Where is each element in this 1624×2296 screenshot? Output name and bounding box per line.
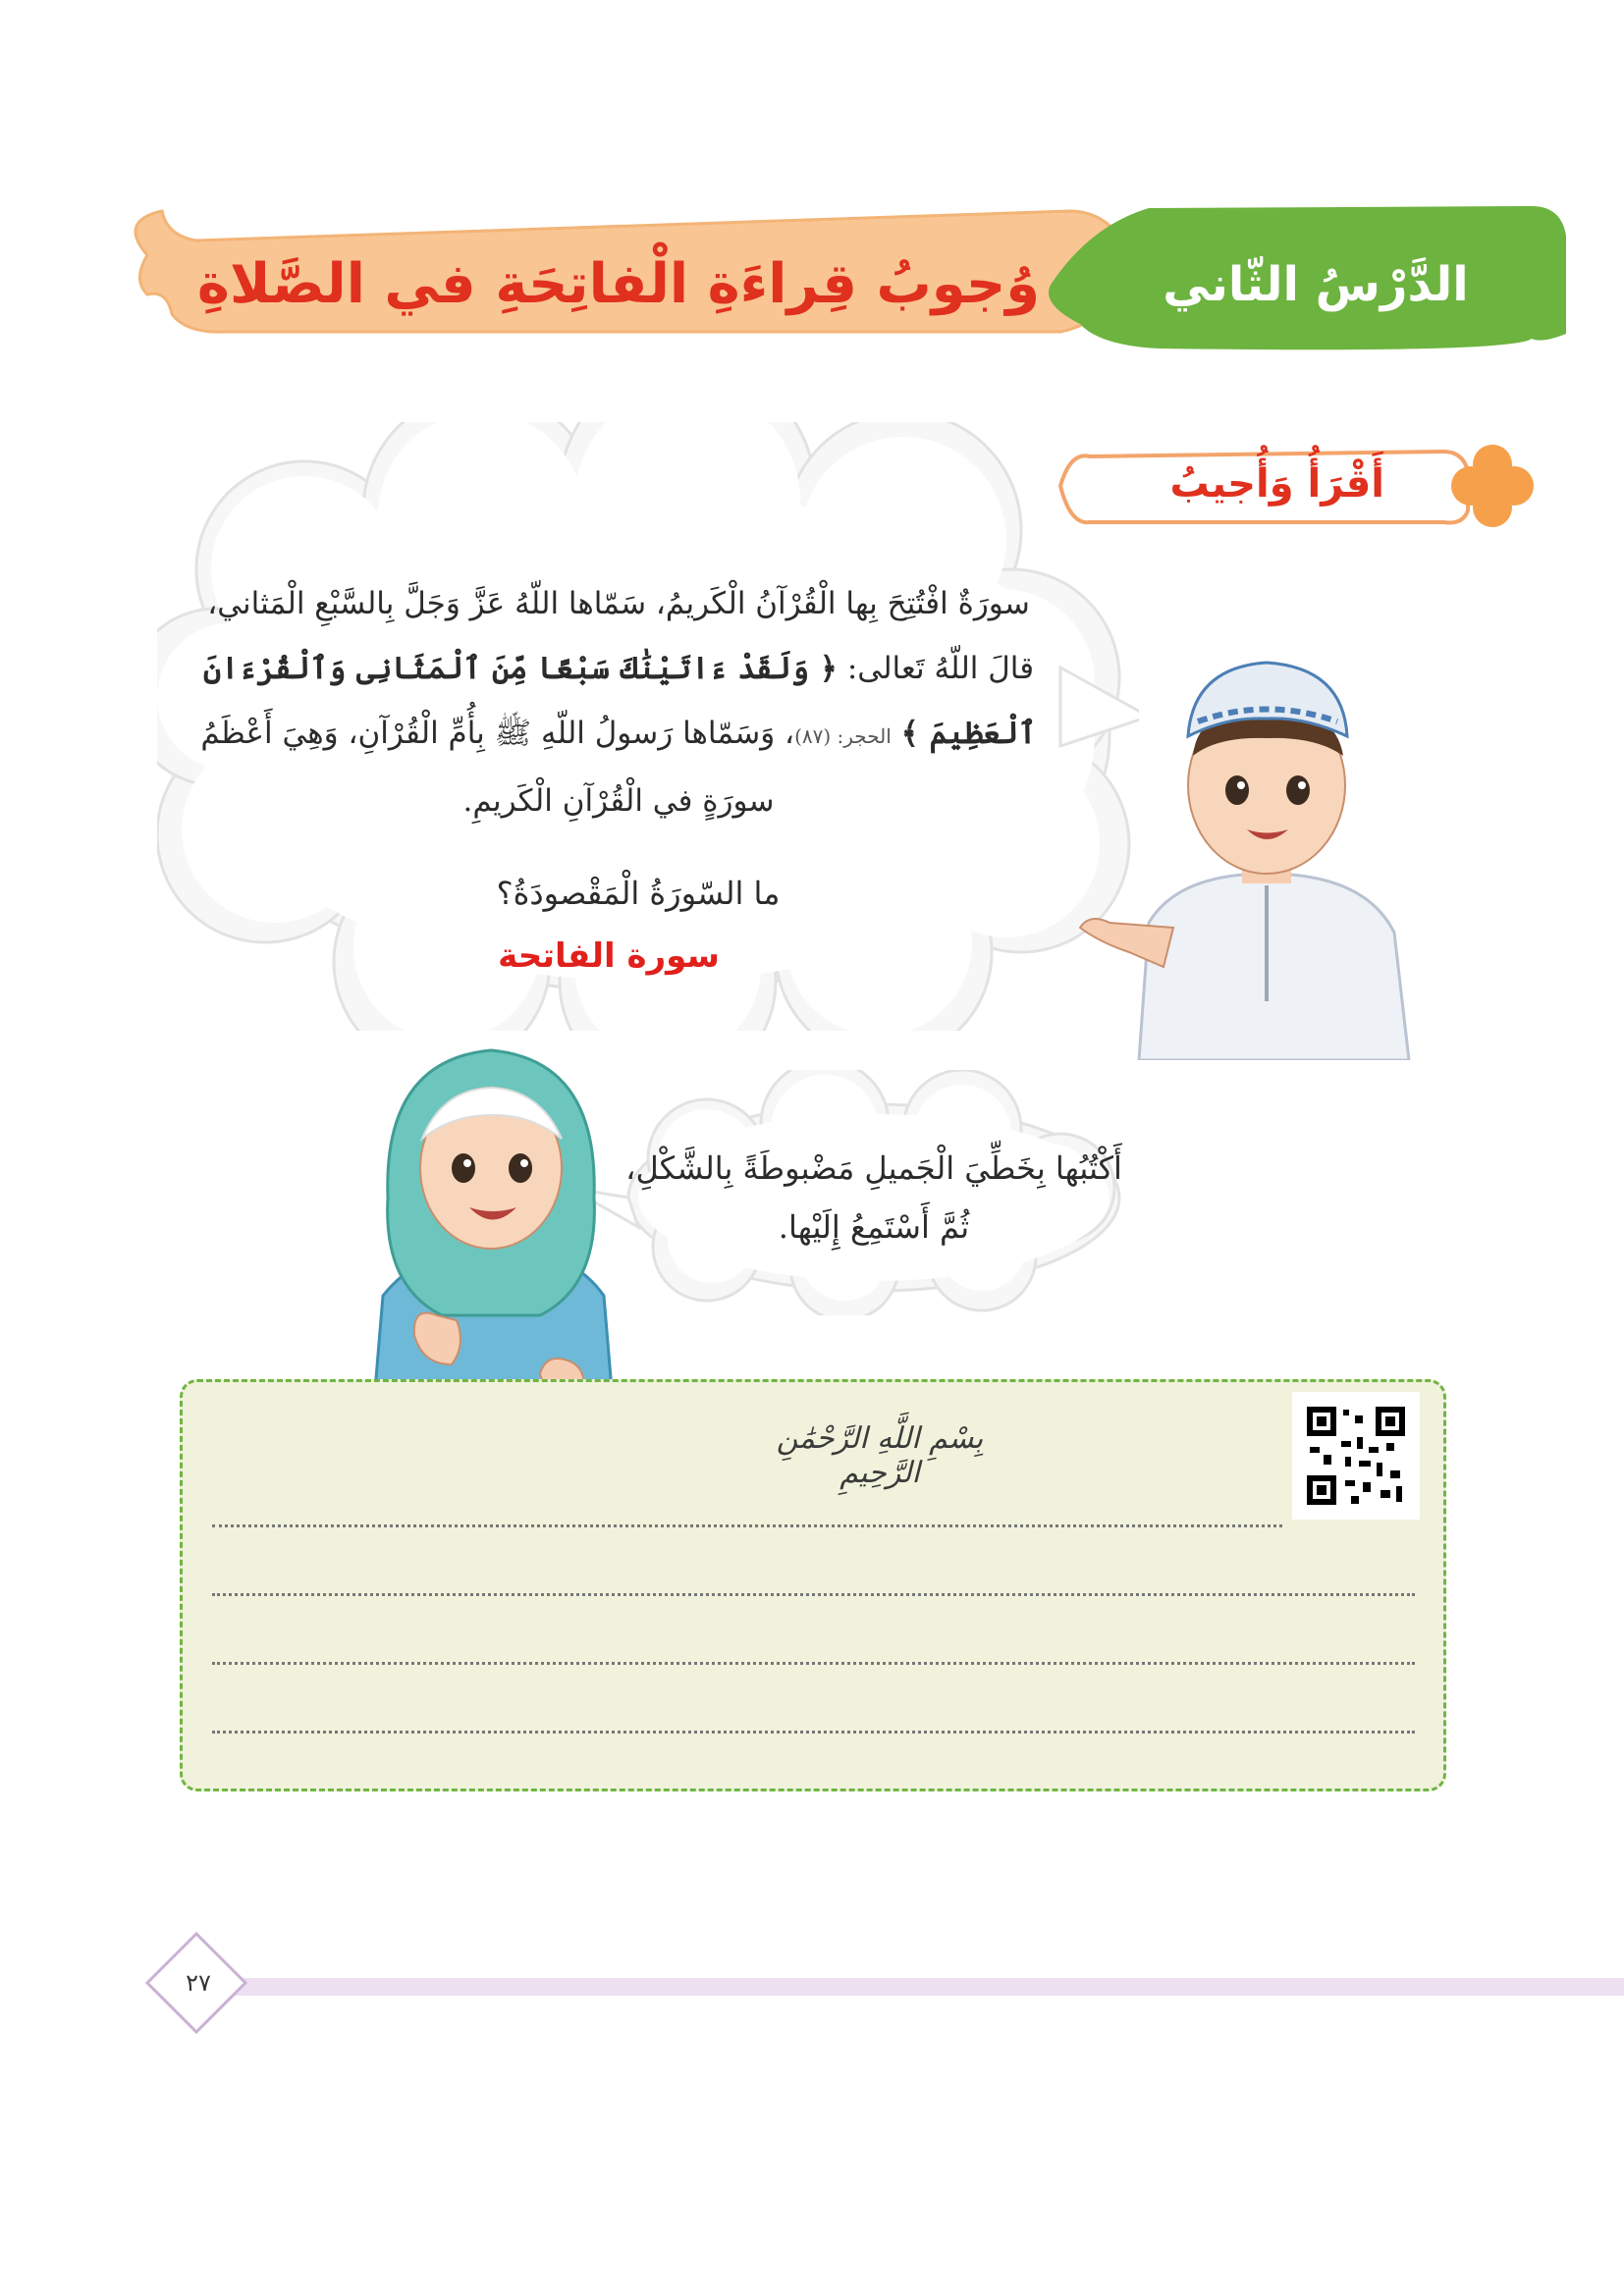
writing-line[interactable] <box>212 1731 1415 1734</box>
passage-conclusion: ، وَسَمّاها رَسولُ اللّهِ ﷺ بِأُمِّ الْقُرْآنِ، وَهِيَ أَعْظَمُ سورَةٍ في الْقُرْآنِ الْكَريمِ. <box>200 716 795 819</box>
writing-line[interactable] <box>212 1524 1282 1527</box>
boy-illustration <box>1070 628 1463 1060</box>
girl-illustration <box>344 1021 638 1414</box>
lesson-title: وُجوبُ قِراءَةِ الْفاتِحَةِ في الصَّلاةِ <box>196 252 1041 316</box>
page-number: ٢٧ <box>186 1969 211 1997</box>
verse-reference: الحجر: (٨٧) <box>794 724 892 748</box>
page-footer <box>0 1924 1624 2042</box>
lesson-number: الدَّرْسُ الثّاني <box>1163 257 1469 312</box>
writing-line[interactable] <box>212 1593 1415 1596</box>
quran-verse: ﴿ وَلَقَدْ ءَاتَيْنَٰكَ سَبْعًا مِّنَ ٱلْمَثَانِى وَٱلْقُرْءَانَ ٱلْعَظِيمَ ﴾ <box>202 651 1037 751</box>
lesson-header <box>0 0 1624 412</box>
passage-intro: سورَةٌ افْتُتِحَ بِها الْقُرْآنُ الْكَريمُ، سَمّاها اللّهُ عَزَّ وَجَلَّ بِالسَّبْعِ الْمَثاني، قالَ اللّهُ تَعالى: <box>207 586 1035 686</box>
qr-code-icon[interactable] <box>1292 1392 1420 1520</box>
writing-area[interactable] <box>180 1379 1446 1791</box>
answer-text: سورة الفاتحة <box>498 936 720 976</box>
question-text: ما السّورَةُ الْمَقْصودَةُ؟ <box>496 875 781 912</box>
basmala-calligraphy: بِسْمِ اللَّهِ الرَّحْمَٰنِ الرَّحِيمِ <box>776 1421 984 1490</box>
passage-text <box>187 571 1051 833</box>
writing-line[interactable] <box>212 1662 1415 1665</box>
section-label: أَقْرَأُ وَأُجيبُ <box>1169 461 1384 507</box>
instruction-text: أَكْتُبُها بِخَطِّيَ الْجَميلِ مَضْبوطَةً بِالشَّكْلِ، ثُمَّ أَسْتَمِعُ إِلَيْها. <box>625 1149 1122 1246</box>
